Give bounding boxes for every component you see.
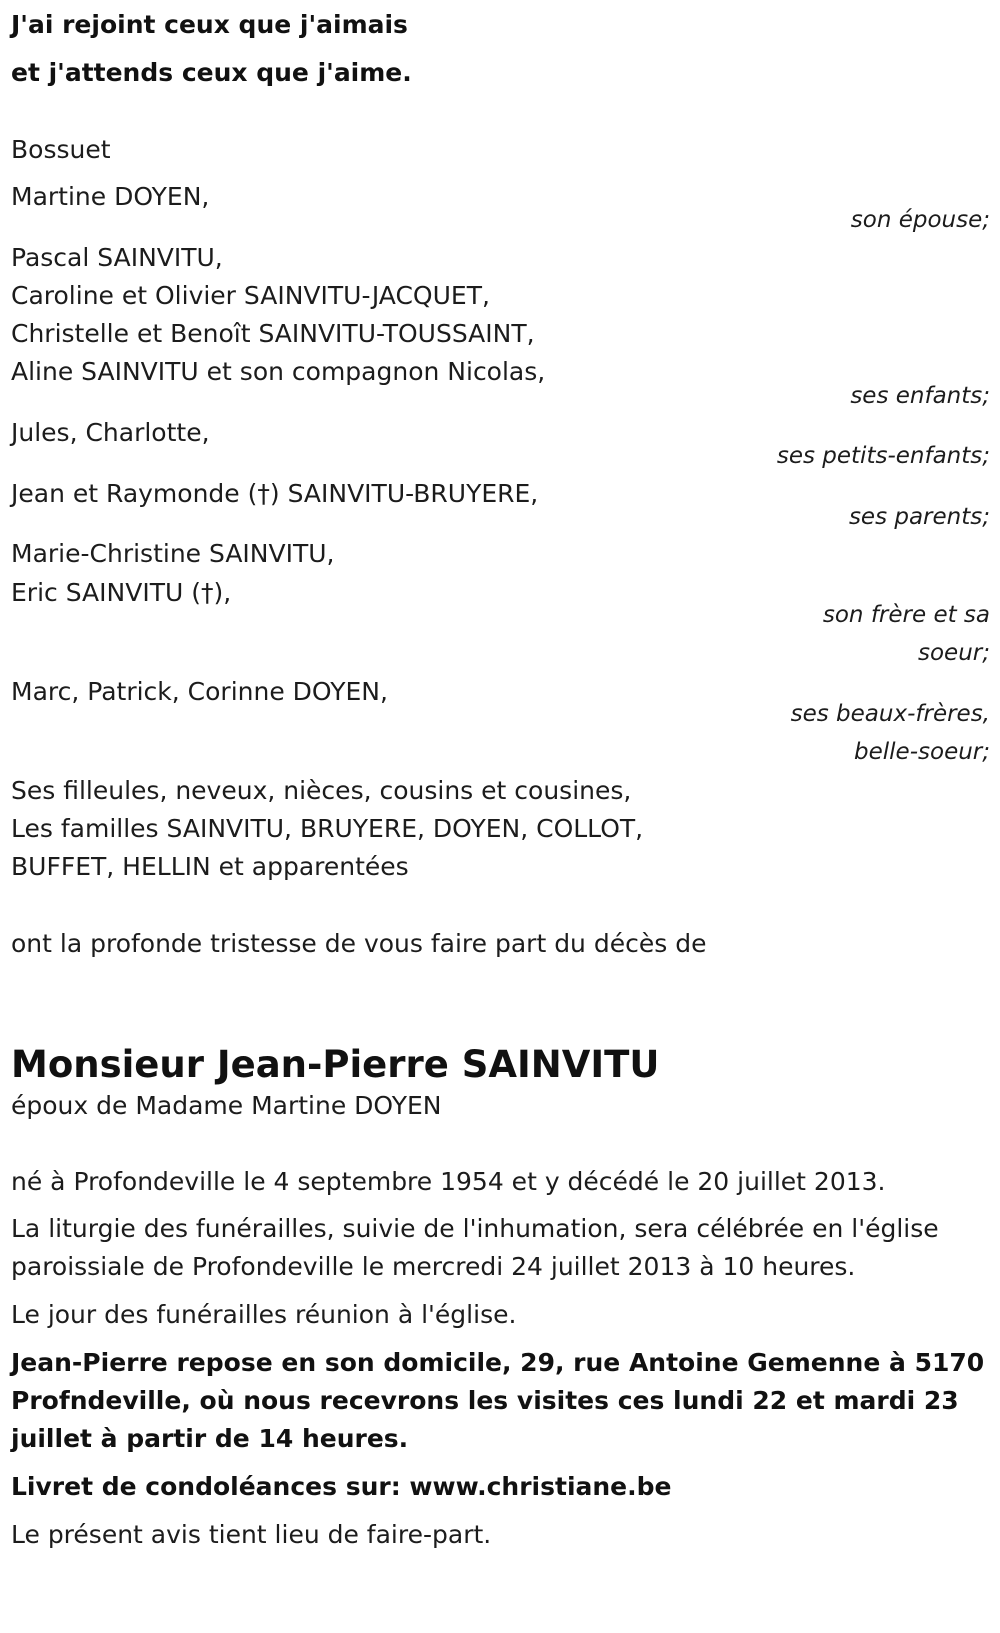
meeting-info: Le jour des funérailles réunion à l'église.	[11, 1300, 517, 1329]
children-role: ses enfants;	[850, 383, 990, 409]
wife-name: Martine DOYEN,	[11, 182, 210, 211]
epigraph-line-1: J'ai rejoint ceux que j'aimais	[11, 10, 408, 39]
rest-line-1: Jean-Pierre repose en son domicile, 29, rue Antoine Gemenne à 5170	[11, 1348, 985, 1377]
grandchildren: Jules, Charlotte,	[11, 418, 210, 447]
wife-role: son épouse;	[850, 207, 990, 233]
others-line-3: BUFFET, HELLIN et apparentées	[11, 852, 409, 881]
child-2: Caroline et Olivier SAINVITU-JACQUET,	[11, 281, 490, 310]
child-1: Pascal SAINVITU,	[11, 243, 223, 272]
rest-line-2: Profndeville, où nous recevrons les visites ces lundi 22 et mardi 23	[11, 1386, 959, 1415]
parents: Jean et Raymonde (†) SAINVITU-BRUYERE,	[11, 479, 539, 508]
inlaws-role-line-1: ses beaux-frères,	[790, 701, 990, 727]
notice: Le présent avis tient lieu de faire-part.	[11, 1520, 492, 1549]
sibling-1: Marie-Christine SAINVITU,	[11, 539, 335, 568]
liturgy-line-2: paroissiale de Profondeville le mercredi 24 juillet 2013 à 10 heures.	[11, 1252, 856, 1281]
place-name: Bossuet	[11, 135, 111, 164]
epigraph-line-2: et j'attends ceux que j'aime.	[11, 58, 412, 87]
deceased-spouse: époux de Madame Martine DOYEN	[11, 1091, 442, 1120]
inlaws-role-line-2: belle-soeur;	[854, 739, 990, 765]
others-line-2: Les familles SAINVITU, BRUYERE, DOYEN, COLLOT,	[11, 814, 644, 843]
birth-death-dates: né à Profondeville le 4 septembre 1954 et y décédé le 20 juillet 2013.	[11, 1167, 886, 1196]
liturgy-line-1: La liturgie des funérailles, suivie de l'inhumation, sera célébrée en l'église	[11, 1214, 939, 1243]
parents-role: ses parents;	[848, 504, 990, 530]
condolences-link[interactable]: Livret de condoléances sur: www.christiane.be	[11, 1472, 672, 1501]
child-3: Christelle et Benoît SAINVITU-TOUSSAINT,	[11, 319, 535, 348]
inlaws: Marc, Patrick, Corinne DOYEN,	[11, 677, 388, 706]
others-line-1: Ses filleules, neveux, nièces, cousins et cousines,	[11, 776, 632, 805]
deceased-name: Monsieur Jean-Pierre SAINVITU	[11, 1043, 660, 1086]
rest-line-3: juillet à partir de 14 heures.	[11, 1424, 409, 1453]
siblings-role-line-1: son frère et sa	[822, 602, 990, 628]
siblings-role-line-2: soeur;	[918, 640, 990, 666]
sibling-2: Eric SAINVITU (†),	[11, 578, 232, 607]
announcement: ont la profonde tristesse de vous faire part du décès de	[11, 929, 707, 958]
child-4: Aline SAINVITU et son compagnon Nicolas,	[11, 357, 546, 386]
grandchildren-role: ses petits-enfants;	[776, 443, 990, 469]
